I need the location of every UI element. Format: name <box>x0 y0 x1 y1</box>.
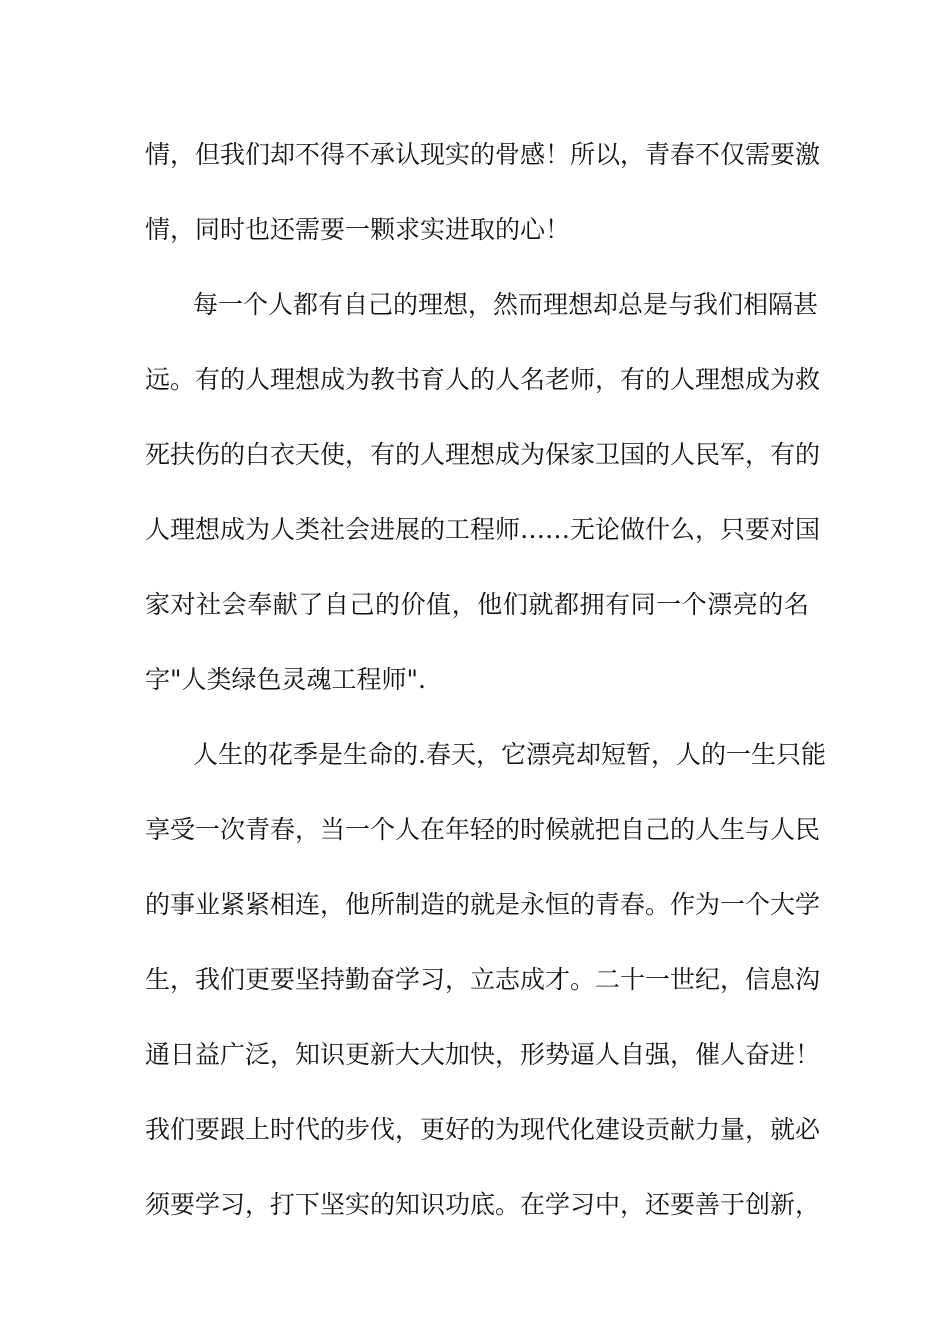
paragraph-line: 人生的花季是生命的.春天，它漂亮却短暂，人的一生只能 <box>193 740 826 769</box>
paragraph-line: 远。有的人理想成为教书育人的人名老师，有的人理想成为救 <box>145 365 821 394</box>
paragraph-line: 须要学习，打下坚实的知识功底。在学习中，还要善于创新， <box>145 1190 821 1219</box>
paragraph-line: 我们要跟上时代的步伐，更好的为现代化建设贡献力量，就必 <box>145 1115 821 1144</box>
paragraph-line: 情，但我们却不得不承认现实的骨感！所以，青春不仅需要激 <box>145 140 821 169</box>
paragraph-line: 人理想成为人类社会进展的工程师……无论做什么，只要对国 <box>145 515 821 544</box>
paragraph-line: 字"人类绿色灵魂工程师". <box>145 665 426 694</box>
document-body <box>145 130 826 1255</box>
paragraph-line: 享受一次青春，当一个人在年轻的时候就把自己的人生与人民 <box>145 815 821 844</box>
paragraph-line: 情，同时也还需要一颗求实进取的心！ <box>145 215 571 244</box>
paragraph-line: 通日益广泛，知识更新大大加快，形势逼人自强，催人奋进！ <box>145 1040 821 1069</box>
paragraph-line: 的事业紧紧相连，他所制造的就是永恒的青春。作为一个大学 <box>145 890 821 919</box>
paragraph-line: 每一个人都有自己的理想，然而理想却总是与我们相隔甚 <box>193 290 819 319</box>
paragraph-line: 生，我们更要坚持勤奋学习，立志成才。二十一世纪，信息沟 <box>145 965 821 994</box>
paragraph-line: 家对社会奉献了自己的价值，他们就都拥有同一个漂亮的名 <box>145 590 809 619</box>
paragraph-line: 死扶伤的白衣天使，有的人理想成为保家卫国的人民军，有的 <box>145 440 821 469</box>
